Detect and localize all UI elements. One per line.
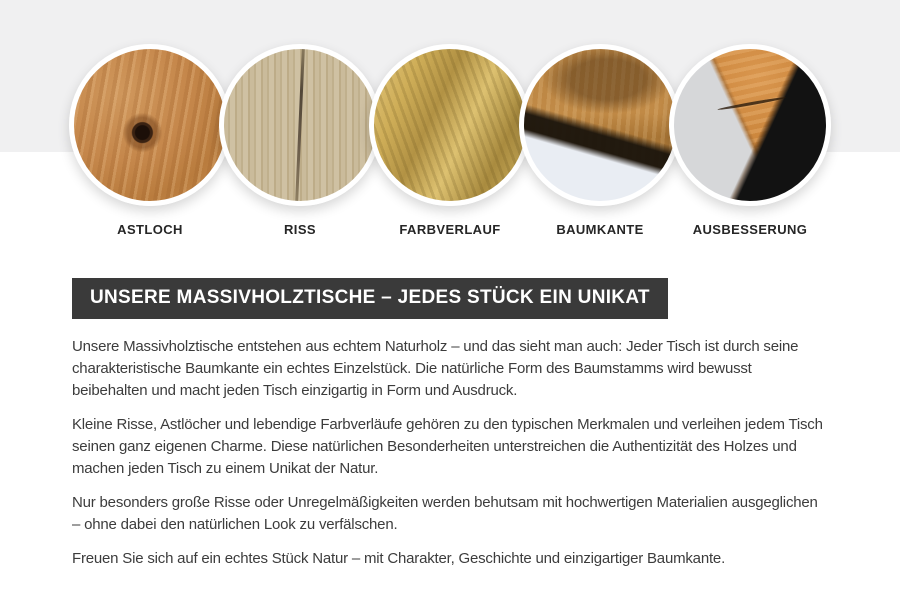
section-title: UNSERE MASSIVHOLZTISCHE – JEDES STÜCK EIN UNIKAT [72, 278, 668, 319]
wood-knot-photo [69, 44, 231, 206]
wood-feature-row [0, 44, 900, 237]
body-paragraph: Unsere Massivholztische entstehen aus echtem Naturholz – und das sieht man auch: Jeder Tisch ist durch seine charakteristische Baumkante ein echtes Einzelstück. Die natürliche Form des Baumstamms wird bewusst beibehalten und macht jeden Tisch einzigartig in Form und Ausdruck. [72, 338, 799, 399]
feature-label-ausbesserung: AUSBESSERUNG [692, 222, 808, 237]
body-text-block [72, 336, 828, 570]
body-paragraph: Kleine Risse, Astlöcher und lebendige Farbverläufe gehören zu den typischen Merkmalen und verleihen jedem Tisch seinen ganz eigenen Charme. Diese natürlichen Besonderheiten unterstreichen die Authentizität des Holzes und machen jeden Tisch zu einem Unikat der Natur. [72, 416, 823, 477]
body-paragraph: Freuen Sie sich auf ein echtes Stück Natur – mit Charakter, Geschichte und einzigartiger Baumkante. [72, 550, 726, 567]
wood-color-gradient-photo [369, 44, 531, 206]
feature-ausbesserung [675, 44, 825, 237]
feature-label-farbverlauf: FARBVERLAUF [399, 222, 501, 237]
repaired-corner-photo [669, 44, 831, 206]
feature-label-baumkante: BAUMKANTE [556, 222, 644, 237]
body-paragraph: Nur besonders große Risse oder Unregelmäßigkeiten werden behutsam mit hochwertigen Materialien ausgeglichen – ohne dabei den natürlichen Look zu verfälschen. [72, 494, 818, 533]
feature-astloch [75, 44, 225, 237]
wood-crack-photo [219, 44, 381, 206]
feature-baumkante [525, 44, 675, 237]
feature-label-riss: RISS [284, 222, 316, 237]
feature-label-astloch: ASTLOCH [117, 222, 183, 237]
feature-farbverlauf [375, 44, 525, 237]
feature-riss [225, 44, 375, 237]
live-edge-photo [519, 44, 681, 206]
